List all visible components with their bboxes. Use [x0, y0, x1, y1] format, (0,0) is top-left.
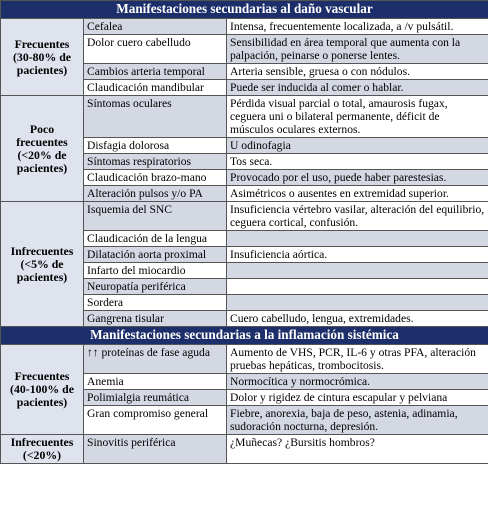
- manifestation-description: Insuficiencia vértebro vasilar, alteración del equilibrio, ceguera cortical, confusión.: [227, 202, 488, 231]
- manifestation-name: Polimialgia reumática: [84, 390, 227, 406]
- manifestation-name: Sordera: [84, 295, 227, 311]
- table-body: [1, 1, 488, 464]
- manifestation-name: Dilatación aorta proximal: [84, 247, 227, 263]
- section-header-row: [1, 327, 488, 345]
- manifestation-description: Arteria sensible, gruesa o con nódulos.: [227, 64, 488, 80]
- manifestation-name: Gangrena tisular: [84, 311, 227, 327]
- manifestation-name: ↑↑ proteínas de fase aguda: [84, 345, 227, 374]
- manifestation-name: Dolor cuero cabelludo: [84, 35, 227, 64]
- manifestation-description: [227, 231, 488, 247]
- manifestation-description: [227, 263, 488, 279]
- manifestation-description: Pérdida visual parcial o total, amaurosis fugax, ceguera uni o bilateral permanente, déficit de músculos oculares externos.: [227, 96, 488, 138]
- group-label: Poco frecuentes (<20% de pacientes): [1, 96, 84, 202]
- manifestation-name: Claudicación de la lengua: [84, 231, 227, 247]
- manifestation-description: Asimétricos o ausentes en extremidad superior.: [227, 186, 488, 202]
- manifestation-description: Cuero cabelludo, lengua, extremidades.: [227, 311, 488, 327]
- manifestation-name: Sinovitis periférica: [84, 435, 227, 464]
- manifestation-name: Disfagia dolorosa: [84, 138, 227, 154]
- manifestation-description: Provocado por el uso, puede haber parestesias.: [227, 170, 488, 186]
- manifestation-name: Anemia: [84, 374, 227, 390]
- manifestation-description: [227, 295, 488, 311]
- manifestation-description: Intensa, frecuentemente localizada, a /v pulsátil.: [227, 19, 488, 35]
- manifestation-name: Isquemia del SNC: [84, 202, 227, 231]
- table-row: [1, 202, 488, 231]
- manifestation-name: Claudicación mandibular: [84, 80, 227, 96]
- section-title: Manifestaciones secundarias a la inflamación sistémica: [1, 327, 488, 345]
- group-label: Frecuentes (30-80% de pacientes): [1, 19, 84, 96]
- manifestation-description: Dolor y rigidez de cintura escapular y pelviana: [227, 390, 488, 406]
- manifestation-description: Fiebre, anorexia, baja de peso, astenia, adinamia, sudoración nocturna, depresión.: [227, 406, 488, 435]
- manifestation-name: Neuropatía periférica: [84, 279, 227, 295]
- manifestation-description: U odinofagia: [227, 138, 488, 154]
- group-label: Infrecuentes (<20%): [1, 435, 84, 464]
- manifestation-name: Síntomas respiratorios: [84, 154, 227, 170]
- group-label: Infrecuentes (<5% de pacientes): [1, 202, 84, 327]
- section-title: Manifestaciones secundarias al daño vascular: [1, 1, 488, 19]
- manifestation-name: Infarto del miocardio: [84, 263, 227, 279]
- manifestation-description: Puede ser inducida al comer o hablar.: [227, 80, 488, 96]
- table-row: [1, 435, 488, 464]
- table-row: [1, 19, 488, 35]
- table-row: [1, 345, 488, 374]
- manifestation-description: Insuficiencia aórtica.: [227, 247, 488, 263]
- manifestation-description: Sensibilidad en área temporal que aumenta con la palpación, peinarse o ponerse lentes.: [227, 35, 488, 64]
- manifestation-description: Aumento de VHS, PCR, IL-6 y otras PFA, alteración pruebas hepáticas, trombocitosis.: [227, 345, 488, 374]
- manifestation-name: Síntomas oculares: [84, 96, 227, 138]
- manifestation-description: [227, 279, 488, 295]
- manifestation-description: ¿Muñecas? ¿Bursitis hombros?: [227, 435, 488, 464]
- table-row: [1, 96, 488, 138]
- group-label: Frecuentes (40-100% de pacientes): [1, 345, 84, 435]
- manifestation-name: Claudicación brazo-mano: [84, 170, 227, 186]
- section-header-row: [1, 1, 488, 19]
- manifestation-name: Alteración pulsos y/o PA: [84, 186, 227, 202]
- manifestation-name: Gran compromiso general: [84, 406, 227, 435]
- manifestation-name: Cambios arteria temporal: [84, 64, 227, 80]
- manifestation-description: Normocítica y normocrómica.: [227, 374, 488, 390]
- manifestation-name: Cefalea: [84, 19, 227, 35]
- manifestation-description: Tos seca.: [227, 154, 488, 170]
